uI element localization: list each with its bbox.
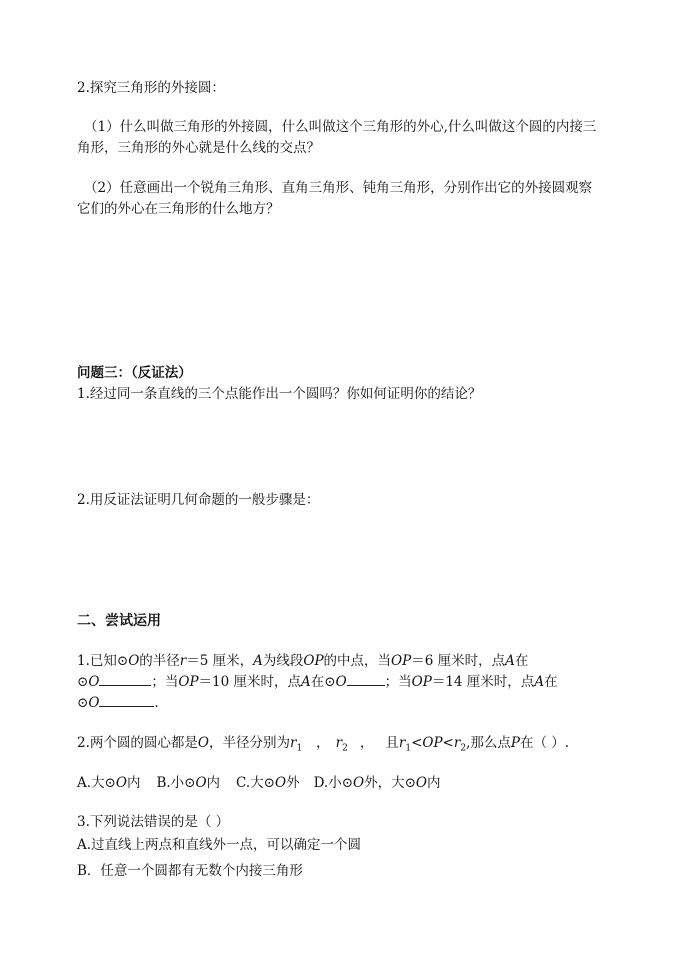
var-op: OP — [422, 735, 443, 751]
exercise-3-question: 3.下列说法错误的是（ ） — [77, 814, 230, 830]
option-b-end: 内 — [206, 775, 221, 791]
text: ⊙ — [77, 674, 89, 690]
text: 的中点，当 — [323, 653, 392, 669]
text: ,那么点 — [466, 735, 511, 751]
text: ；当 — [151, 674, 179, 690]
var-a: A — [505, 653, 515, 669]
option-a[interactable] — [77, 775, 140, 791]
answer-blank-2[interactable] — [347, 673, 385, 686]
option-a-text: A.大⊙ — [77, 775, 116, 791]
text: ；当 — [384, 674, 412, 690]
option-c-text: C.大⊙ — [236, 775, 275, 791]
question-2-line-2: 它们的外心在三角形的什么地方？ — [77, 201, 280, 217]
text: ⊙ — [77, 695, 89, 711]
text: ＝6 厘米时，点 — [411, 653, 506, 669]
option-a-end: 内 — [126, 775, 141, 791]
var-o: O — [88, 695, 100, 711]
option-b[interactable] — [156, 775, 220, 791]
var-op: OP — [178, 674, 199, 690]
problem-3-title: 问题三：（反证法） — [77, 365, 192, 381]
exercise-3-option-a[interactable]: A.过直线上两点和直线外一点，可以确定一个圆 — [77, 837, 362, 853]
text: ＝14 厘米时，点 — [431, 674, 535, 690]
comma: ， — [316, 735, 330, 751]
problem-3-question-1: 1.经过同一条直线的三个点能作出一个圆吗？你如何证明你的结论？ — [77, 386, 482, 402]
var-r1: r — [289, 735, 297, 751]
answer-blank-1[interactable] — [99, 673, 151, 686]
exercise-2-question — [77, 734, 569, 758]
question-2-line-1: （2）任意画出一个锐角三角形、直角三角形、钝角三角形，分别作出它的外接圆观察 — [84, 180, 593, 196]
var-o: O — [195, 775, 207, 791]
var-o: O — [197, 735, 209, 751]
option-c[interactable] — [236, 775, 300, 791]
var-r2: r — [453, 735, 461, 751]
exercise-1-line-1 — [77, 652, 528, 670]
var-o: O — [335, 674, 347, 690]
less-than: < — [442, 735, 454, 751]
var-a: A — [301, 674, 311, 690]
text: . — [154, 695, 159, 711]
option-c-end: 外 — [286, 775, 300, 791]
less-than: < — [411, 735, 423, 751]
var-o: O — [88, 674, 100, 690]
subscript: 2 — [460, 743, 467, 754]
text: ，半径分别为 — [208, 735, 290, 751]
text: 在 — [514, 653, 529, 669]
option-d-mid: 外，大⊙ — [364, 775, 416, 791]
text: 1.已知⊙ — [77, 653, 129, 669]
var-op: OP — [391, 653, 412, 669]
text: 的半径 — [139, 653, 180, 669]
exercise-3-option-b[interactable]: B．任意一个圆都有无数个内接三角形 — [77, 863, 303, 879]
text: 在（ ）. — [519, 735, 570, 751]
text: 且 — [385, 735, 399, 751]
question-1-line-1: （1）什么叫做三角形的外接圆，什么叫做这个三角形的外心,什么叫做这个圆的内接三 — [84, 119, 597, 135]
text: 2.两个圆的圆心都是 — [77, 735, 198, 751]
text: 在 — [544, 674, 558, 690]
var-a: A — [534, 674, 545, 690]
subscript: 2 — [342, 743, 348, 754]
text: ＝5 厘米， — [186, 653, 254, 669]
section-2-title: 二、尝试运用 — [77, 613, 161, 629]
var-o: O — [115, 775, 127, 791]
subscript: 1 — [296, 743, 303, 754]
text: 在⊙ — [310, 674, 336, 690]
option-b-text: B.小⊙ — [156, 775, 196, 791]
section-heading-circumcircle: 2.探究三角形的外接圆： — [77, 80, 225, 96]
answer-blank-3[interactable] — [99, 694, 154, 707]
var-o: O — [128, 653, 140, 669]
question-1-line-2: 角形，三角形的外心就是什么线的交点？ — [77, 140, 320, 156]
subscript: 1 — [405, 743, 412, 754]
var-o: O — [275, 775, 287, 791]
var-o: O — [415, 775, 427, 791]
var-op: OP — [411, 674, 432, 690]
var-o: O — [353, 775, 365, 791]
text: ＝10 厘米时，点 — [198, 674, 302, 690]
comma: ， — [359, 735, 374, 751]
option-d[interactable] — [314, 775, 441, 791]
option-d-end: 内 — [427, 775, 441, 791]
var-r: r — [179, 653, 187, 669]
var-p: P — [510, 735, 520, 751]
var-a: A — [253, 653, 263, 669]
exercise-2-options — [77, 774, 441, 792]
exercise-1-line-2 — [77, 673, 558, 691]
problem-3-question-2: 2.用反证法证明几何命题的一般步骤是： — [77, 492, 320, 508]
var-op: OP — [303, 653, 324, 669]
option-d-text: D.小⊙ — [313, 775, 354, 791]
exercise-1-line-3 — [77, 694, 159, 712]
text: 为线段 — [262, 653, 304, 669]
var-r2: r — [335, 735, 343, 751]
var-r1: r — [398, 735, 406, 751]
